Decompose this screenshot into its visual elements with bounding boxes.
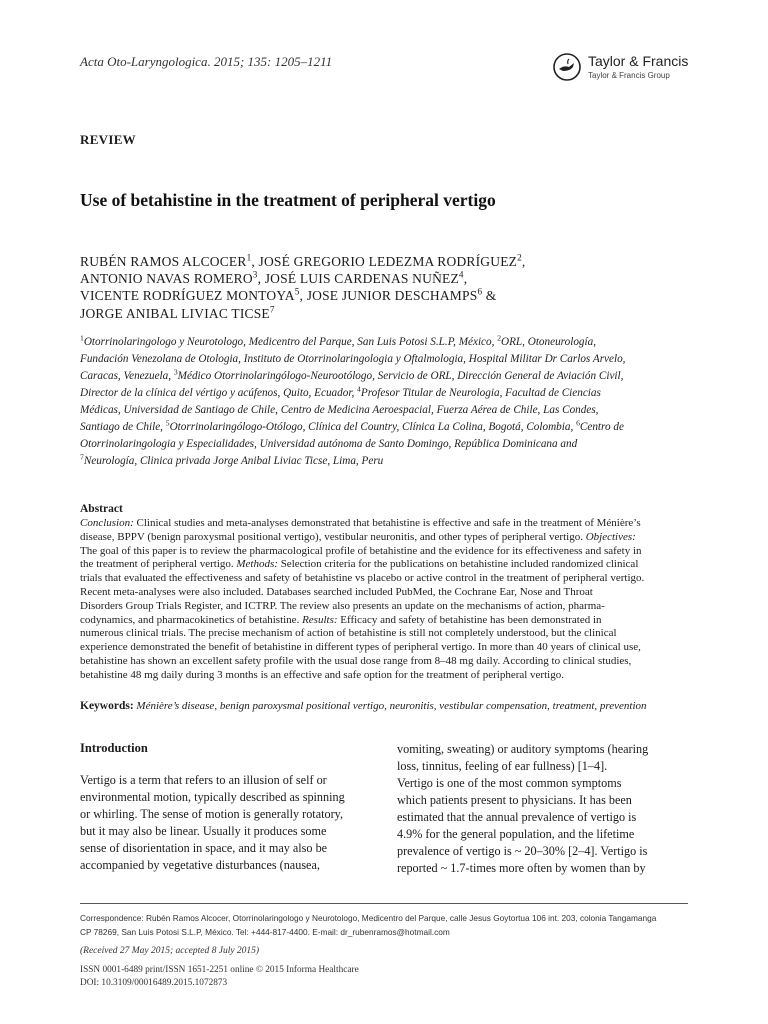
- text-line: reported ~ 1.7-times more often by women than by: [397, 861, 646, 875]
- text-line: Director de la clínica del vértigo y acúfenos, Quito, Ecuador, $^4$Profesor Titular de Neurologia, Facultad de Ciencias: [80, 384, 601, 399]
- text-line: experience demonstrated the benefit of betahistine in different types of peripheral vertigo. In more than 40 years of clinical use,: [80, 641, 641, 654]
- text-line: $^7$Neurología, Clinica privada Jorge Anibal Liviac Ticse, Lima, Peru: [80, 452, 384, 467]
- section-label: REVIEW: [80, 132, 136, 147]
- abstract-body: [80, 517, 692, 683]
- text-line: numerous clinical trials. The precise mechanism of action of betahistine is still not completely understood, but the clinical: [80, 627, 617, 640]
- text-line: VICENTE RODRÍGUEZ MONTOYA$^5$, JOSE JUNIOR DESCHAMPS$^6$ &: [80, 286, 497, 304]
- text-line: Vertigo is one of the most common symptoms: [397, 776, 622, 790]
- text-line: The goal of this paper is to review the pharmacological profile of betahistine and the evidence for its effectiveness and safety in: [80, 544, 642, 557]
- text-line: RUBÉN RAMOS ALCOCER$^1$, JOSÉ GREGORIO LEDEZMA RODRÍGUEZ$^2$,: [80, 252, 526, 269]
- text-line: disease, BPPV (benign paroxysmal positional vertigo), vestibular neuronitis, and other types of peripheral vertigo. Objectives:: [80, 530, 636, 543]
- text-line: Correspondence: Rubén Ramos Alcocer, Otorrinolaringologo y Neurotologo, Medicentro del Parque, calle Jesus Goytortua 106 int. 203, colonia Tangamanga: [80, 913, 657, 923]
- text-line: but it may also be linear. Usually it produces some: [80, 824, 327, 838]
- publisher-group: Taylor & Francis Group: [588, 71, 670, 80]
- issn: ISSN 0001-6489 print/ISSN 1651-2251 online © 2015 Informa Healthcare: [80, 965, 359, 975]
- text-line: trials that evaluated the effectiveness and safety of betahistine vs placebo or active control in the treatment of peripheral vertigo.: [80, 572, 645, 585]
- keywords-text: Ménière’s disease, benign paroxysmal positional vertigo, neuronitis, vestibular compensation, treatment, prevention: [136, 700, 647, 712]
- introduction-column-1: [80, 772, 364, 874]
- abstract-heading: Abstract: [80, 503, 123, 515]
- text-line: environmental motion, typically described as spinning: [80, 790, 345, 804]
- received-dates: (Received 27 May 2015; accepted 8 July 2015): [80, 946, 260, 956]
- text-line: codynamics, and pharmacokinetics of betahistine. Results: Efficacy and safety of betahistine has been demonstrated in: [80, 613, 602, 626]
- text-line: Vertigo is a term that refers to an illusion of self or: [80, 773, 327, 787]
- journal-citation: Acta Oto-Laryngologica. 2015; 135: 1205–1211: [80, 54, 333, 69]
- correspondence: [80, 912, 692, 939]
- affiliations: [80, 334, 692, 470]
- text-line: Recent meta-analyses were also included. Databases searched included PubMed, the Cochrane Ear, Nose and Throat: [80, 585, 593, 598]
- text-line: betahistine 48 mg daily during 3 months is an effective and safe option for the treatment of peripheral vertigo.: [80, 668, 564, 681]
- text-line: estimated that the annual prevalence of vertigo is: [397, 810, 637, 824]
- keywords-label: Keywords:: [80, 700, 134, 712]
- text-line: Caracas, Venezuela, $^3$Médico Otorrinolaringólogo-Neurootólogo, Servicio de ORL, Dirección General de Aviación Civil,: [80, 367, 624, 382]
- publisher-name: Taylor & Francis: [588, 53, 689, 69]
- text-line: Santiago de Chile, $^5$Otorrinolaringólogo-Otólogo, Clínica del Country, Clínica La Colina, Bogotá, Colombia, $^6$Centro de: [80, 418, 624, 433]
- footnote-divider: [80, 903, 688, 904]
- text-line: ANTONIO NAVAS ROMERO$^3$, JOSÉ LUIS CARDENAS NUÑEZ$^4$,: [80, 269, 468, 287]
- keywords: [80, 700, 692, 712]
- text-line: prevalence of vertigo is ~ 20–30% [2–4]. Vertigo is: [397, 844, 648, 858]
- text-line: Fundación Venezolana de Otologia, Instituto de Otorrinolaringologia y Oftalmologia, Hospital Militar Dr Carlos Arvelo,: [80, 353, 626, 365]
- text-line: Médicas, Universidad de Santiago de Chile, Centro de Medicina Aeroespacial, Fuerza Aérea de Chile, Las Condes,: [80, 404, 599, 416]
- text-line: accompanied by vegetative disturbances (nausea,: [80, 858, 320, 872]
- text-line: Conclusion: Clinical studies and meta-analyses demonstrated that betahistine is effective and safe in the treatment of Ménière’s: [80, 517, 641, 529]
- text-line: JORGE ANIBAL LIVIAC TICSE$^7$: [80, 304, 275, 321]
- publisher-lamp-icon: [552, 52, 582, 82]
- introduction-column-2: [397, 741, 687, 877]
- text-line: Disorders Group Trials Register, and ICTRP. The review also presents an update on the mechanisms of action, pharma-: [80, 599, 605, 612]
- issn-doi: [80, 964, 359, 989]
- text-line: vomiting, sweating) or auditory symptoms (hearing: [397, 742, 649, 756]
- text-line: Otorrinolaringologia y Especialidades, Universidad autónoma de Santo Domingo, República Dominicana and: [80, 438, 578, 450]
- introduction-heading: Introduction: [80, 741, 148, 755]
- publisher-logo: [552, 50, 702, 90]
- text-line: $^1$Otorrinolaringologo y Neurotologo, Medicentro del Parque, San Luis Potosi S.L.P, México, $^2$ORL, Otoneurología,: [80, 333, 597, 348]
- text-line: CP 78269, San Luis Potosi S.L.P, México. Tel: +444-817-4400. E-mail: dr_rubenramos@hotmail.com: [80, 926, 450, 937]
- doi: DOI: 10.3109/00016489.2015.1072873: [80, 977, 228, 988]
- text-line: sense of disorientation in space, and it may also be: [80, 841, 328, 855]
- article-title: Use of betahistine in the treatment of peripheral vertigo: [80, 190, 496, 210]
- text-line: which patients present to physicians. It has been: [397, 793, 632, 807]
- text-line: or whirling. The sense of motion is generally rotatory,: [80, 807, 343, 821]
- text-line: loss, tinnitus, feeling of ear fullness) [1–4].: [397, 759, 608, 773]
- text-line: betahistine has shown an excellent safety profile with the usual dose range from 8–48 mg daily. According to clinical studies,: [80, 654, 632, 667]
- text-line: the treatment of peripheral vertigo. Methods: Selection criteria for the publications on betahistine included randomized clinical: [80, 558, 639, 571]
- author-list: [80, 253, 525, 322]
- text-line: 4.9% for the general population, and the lifetime: [397, 827, 635, 841]
